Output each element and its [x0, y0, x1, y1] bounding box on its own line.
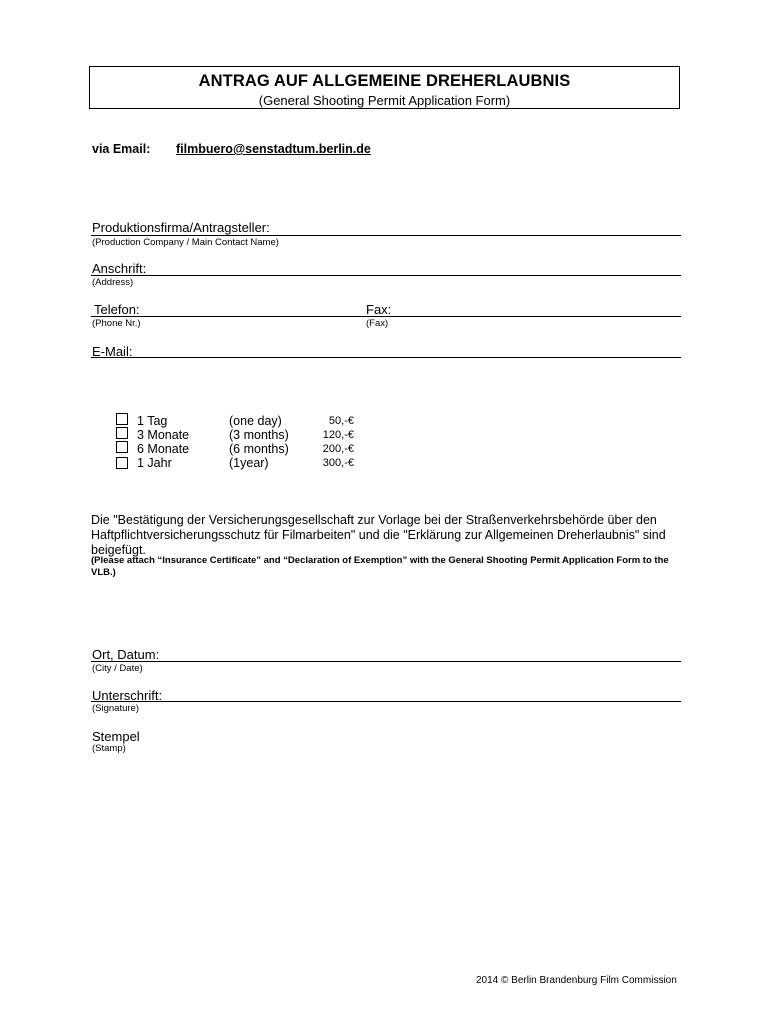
notice-english: (Please attach “Insurance Certificate” and “Declaration of Exemption” with the General Shooting Permit Application Form to the VLB.)	[91, 555, 669, 578]
option-checkbox-1-day[interactable]	[116, 413, 128, 425]
address-label: Anschrift:	[92, 261, 147, 276]
option-price: 200,-€	[322, 443, 354, 455]
company-field-line[interactable]	[91, 235, 681, 236]
fax-hint: (Fax)	[366, 318, 389, 329]
option-label-de: 1 Tag	[137, 414, 168, 428]
notice-german: Die "Bestätigung der Versicherungsgesellschaft zur Vorlage bei der Straßenverkehrsbehörde über den Haftpflichtversicherungsschutz für Filmarbeiten" und die "Erklärung zur Allgemeinen Dreherlaubnis" sind beigefügt.	[91, 513, 666, 557]
option-label-de: 1 Jahr	[137, 456, 172, 470]
fax-label: Fax:	[366, 302, 392, 317]
phone-hint: (Phone Nr.)	[92, 318, 141, 329]
option-label-en: (6 months)	[229, 442, 289, 456]
address-field-line[interactable]	[91, 275, 681, 276]
form-subtitle: (General Shooting Permit Application Form)	[258, 93, 511, 108]
stamp-hint: (Stamp)	[92, 743, 126, 754]
option-label-en: (one day)	[229, 414, 282, 428]
option-checkbox-1-year[interactable]	[116, 457, 128, 469]
signature-hint: (Signature)	[92, 703, 139, 714]
form-title: ANTRAG AUF ALLGEMEINE DREHERLAUBNIS	[198, 72, 571, 90]
via-email-label: via Email:	[92, 142, 151, 156]
phone-label: Telefon:	[94, 302, 140, 317]
option-price: 300,-€	[322, 457, 354, 469]
signature-label: Unterschrift:	[92, 688, 163, 703]
stamp-label: Stempel	[92, 729, 140, 744]
place-date-label: Ort, Datum:	[92, 647, 160, 662]
option-checkbox-3-months[interactable]	[116, 427, 128, 439]
email-label: E-Mail:	[92, 344, 133, 359]
email-link[interactable]: filmbuero@senstadtum.berlin.de	[176, 142, 371, 156]
option-label-en: (1year)	[229, 456, 269, 470]
option-label-de: 3 Monate	[137, 428, 190, 442]
email-field-line[interactable]	[91, 357, 681, 358]
footer-copyright: 2014 © Berlin Brandenburg Film Commission	[476, 975, 677, 986]
option-label-en: (3 months)	[229, 428, 289, 442]
title-box	[89, 66, 680, 109]
company-label: Produktionsfirma/Antragsteller:	[92, 220, 270, 235]
option-label-de: 6 Monate	[137, 442, 190, 456]
company-hint: (Production Company / Main Contact Name)	[92, 237, 279, 248]
place-date-hint: (City / Date)	[92, 663, 143, 674]
signature-field-line[interactable]	[91, 701, 681, 702]
option-checkbox-6-months[interactable]	[116, 441, 128, 453]
place-date-field-line[interactable]	[91, 661, 681, 662]
option-price: 50,-€	[328, 415, 354, 427]
address-hint: (Address)	[92, 277, 134, 288]
option-price: 120,-€	[322, 429, 354, 441]
